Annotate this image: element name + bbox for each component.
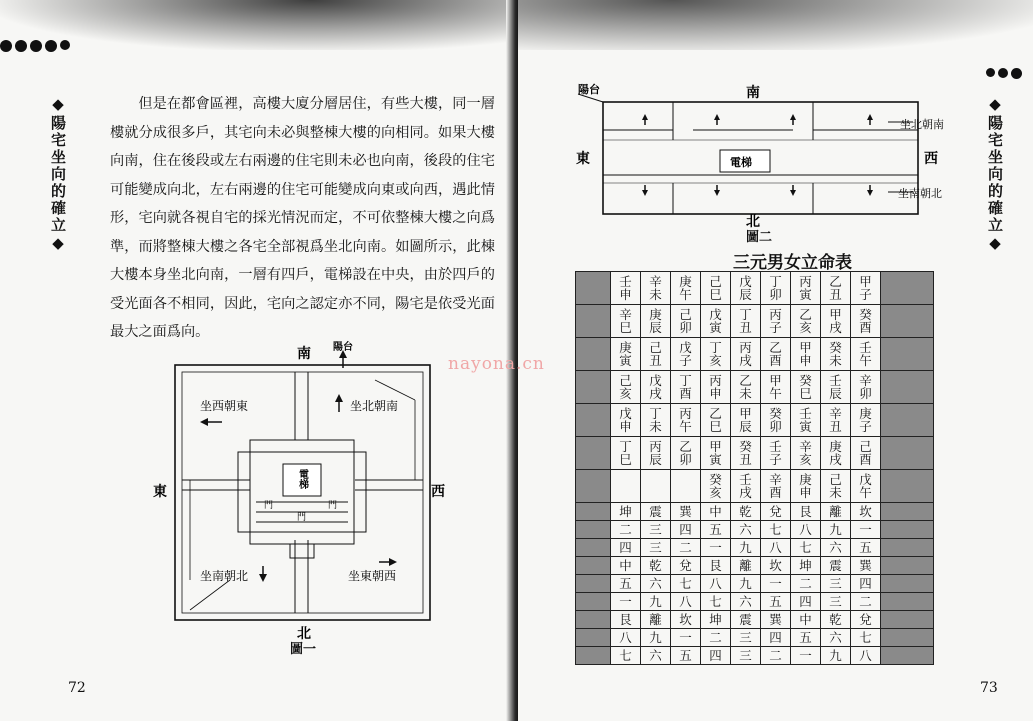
- fig2-balcony: 陽台: [578, 83, 600, 96]
- gua-cell: 艮: [701, 557, 731, 575]
- shaded-cell: [881, 470, 934, 503]
- gua-cell: 坎: [851, 503, 881, 521]
- fig1-west: 西: [431, 484, 445, 500]
- stem-cell: 壬 子: [761, 437, 791, 470]
- page-number-left: 72: [68, 680, 86, 696]
- stem-cell: 壬 申: [611, 272, 641, 305]
- fig1-east: 東: [153, 484, 167, 500]
- shaded-cell: [881, 557, 934, 575]
- stem-cell: 乙 亥: [791, 305, 821, 338]
- gua-cell: 震: [821, 557, 851, 575]
- stem-cell: 甲 申: [791, 338, 821, 371]
- shaded-cell: [576, 539, 611, 557]
- gua-cell: 五: [701, 521, 731, 539]
- gua-cell: 六: [731, 521, 761, 539]
- gua-cell: 兌: [851, 611, 881, 629]
- gua-cell: 八: [701, 575, 731, 593]
- gua-cell: 八: [851, 647, 881, 665]
- shaded-cell: [881, 503, 934, 521]
- gua-cell: 五: [851, 539, 881, 557]
- stem-cell: 庚 寅: [611, 338, 641, 371]
- gua-cell: 離: [731, 557, 761, 575]
- stem-cell: 乙 卯: [671, 437, 701, 470]
- gua-cell: 坎: [671, 611, 701, 629]
- gua-cell: 中: [611, 557, 641, 575]
- stem-cell: 乙 酉: [761, 338, 791, 371]
- stem-cell: 丙 寅: [791, 272, 821, 305]
- stem-cell: 丙 午: [671, 404, 701, 437]
- stem-cell: 庚 戌: [821, 437, 851, 470]
- body-paragraph: 但是在都會區裡，高樓大廈分層居住，有些大樓，同一層樓就分成很多戶，其宅向未必與整棟大樓的向相同。如果大樓向南，住在後段或左右兩邊的住宅則未必也向南，後段的住宅可能變成向北，左右兩邊的住宅可能變成向東或向西，遇此情形，宅向就各視自宅的採光情況而定，不可依整棟大樓之向爲準，而將整棟大樓之各宅全部視爲坐北向南。如圖所示，此棟大樓本身坐北向南，一層有四戶，電梯設在中央，由於四戶的受光面各不相同，因此，宅向之認定亦不同，陽宅是依受光面最大之面爲向。: [110, 96, 495, 340]
- shaded-cell: [881, 575, 934, 593]
- gua-cell: 二: [761, 647, 791, 665]
- shaded-cell: [881, 539, 934, 557]
- shaded-cell: [576, 593, 611, 611]
- gua-cell: 巽: [761, 611, 791, 629]
- shaded-cell: [576, 272, 611, 305]
- table-row: [576, 470, 934, 503]
- table-row: [576, 611, 934, 629]
- stem-cell: [611, 470, 641, 503]
- table-row: [576, 539, 934, 557]
- fig2-north: 北: [746, 214, 760, 230]
- gua-cell: 六: [641, 575, 671, 593]
- fig1-sit-west-face-east: 坐西朝東: [200, 399, 249, 413]
- gua-cell: 乾: [821, 611, 851, 629]
- stem-cell: 己 未: [821, 470, 851, 503]
- gua-cell: 四: [851, 575, 881, 593]
- scan-noise-top-right: [518, 0, 1033, 50]
- stem-cell: 庚 子: [851, 404, 881, 437]
- shaded-cell: [576, 575, 611, 593]
- stem-cell: 辛 丑: [821, 404, 851, 437]
- stem-cell: 乙 巳: [701, 404, 731, 437]
- fig1-balcony: 陽台: [333, 342, 353, 353]
- shaded-cell: [881, 593, 934, 611]
- gua-cell: 七: [671, 575, 701, 593]
- shaded-cell: [576, 470, 611, 503]
- stem-cell: 甲 戌: [821, 305, 851, 338]
- right-page: [518, 0, 1033, 721]
- shaded-cell: [576, 557, 611, 575]
- gua-cell: 七: [851, 629, 881, 647]
- table-row: [576, 371, 934, 404]
- fig1-sit-east-face-west: 坐東朝西: [348, 569, 397, 583]
- fig1-sit-south-face-north: 坐南朝北: [200, 569, 249, 583]
- stem-cell: 乙 未: [731, 371, 761, 404]
- stem-cell: 壬 寅: [791, 404, 821, 437]
- gua-cell: 八: [611, 629, 641, 647]
- gua-cell: 四: [611, 539, 641, 557]
- scan-noise-top-left: [0, 0, 518, 50]
- shaded-cell: [881, 272, 934, 305]
- gua-cell: 艮: [611, 611, 641, 629]
- gua-cell: 兌: [761, 503, 791, 521]
- shaded-cell: [576, 521, 611, 539]
- fig2-south: 南: [746, 85, 760, 101]
- gua-cell: 六: [641, 647, 671, 665]
- stem-cell: 丙 戌: [731, 338, 761, 371]
- side-title-left: ◆陽宅坐向的確立◆: [49, 95, 67, 254]
- table-row: [576, 521, 934, 539]
- stem-cell: 辛 卯: [851, 371, 881, 404]
- gua-cell: 六: [821, 539, 851, 557]
- stem-cell: 甲 寅: [701, 437, 731, 470]
- shaded-cell: [881, 305, 934, 338]
- gua-cell: 一: [671, 629, 701, 647]
- gua-cell: 二: [701, 629, 731, 647]
- stem-cell: 丁 卯: [761, 272, 791, 305]
- gua-cell: 九: [641, 629, 671, 647]
- shaded-cell: [881, 404, 934, 437]
- stem-cell: 己 酉: [851, 437, 881, 470]
- figure-1-floorplan: [150, 340, 450, 640]
- gua-cell: 八: [791, 521, 821, 539]
- gua-cell: 四: [761, 629, 791, 647]
- gua-cell: 震: [641, 503, 671, 521]
- fig1-south: 南: [297, 346, 311, 362]
- gua-cell: 七: [791, 539, 821, 557]
- gua-cell: 九: [821, 521, 851, 539]
- shaded-cell: [576, 437, 611, 470]
- shaded-cell: [576, 647, 611, 665]
- shaded-cell: [881, 338, 934, 371]
- gua-cell: 一: [851, 521, 881, 539]
- gua-cell: 五: [791, 629, 821, 647]
- gua-cell: 艮: [791, 503, 821, 521]
- stem-cell: [641, 470, 671, 503]
- bead-ornament-right: [986, 68, 1022, 79]
- gua-cell: 坤: [791, 557, 821, 575]
- fig2-east: 東: [576, 151, 590, 167]
- stem-cell: 癸 未: [821, 338, 851, 371]
- fig1-north: 北: [297, 626, 311, 640]
- gua-cell: 九: [821, 647, 851, 665]
- stem-cell: 癸 亥: [701, 470, 731, 503]
- stem-cell: 丙 申: [701, 371, 731, 404]
- stem-cell: 丁 未: [641, 404, 671, 437]
- fig2-sit-north-face-south: 坐北朝南: [900, 118, 944, 131]
- gua-cell: 中: [701, 503, 731, 521]
- figure-2-caption: 圖二: [746, 230, 773, 245]
- shaded-cell: [881, 371, 934, 404]
- gua-cell: 兌: [671, 557, 701, 575]
- stem-cell: 丁 巳: [611, 437, 641, 470]
- gua-cell: 三: [821, 593, 851, 611]
- watermark: nayona.cn: [448, 354, 545, 374]
- gua-cell: 六: [821, 629, 851, 647]
- fig1-sit-north-face-south: 坐北朝南: [350, 399, 399, 413]
- stem-cell: 癸 丑: [731, 437, 761, 470]
- gua-cell: 乾: [641, 557, 671, 575]
- gua-cell: 離: [821, 503, 851, 521]
- stem-cell: 壬 辰: [821, 371, 851, 404]
- gua-cell: 坎: [761, 557, 791, 575]
- gua-cell: 八: [671, 593, 701, 611]
- table-row: [576, 338, 934, 371]
- gua-cell: 一: [761, 575, 791, 593]
- stem-cell: 甲 子: [851, 272, 881, 305]
- stem-cell: 丙 辰: [641, 437, 671, 470]
- gua-cell: 巽: [851, 557, 881, 575]
- stem-cell: 戊 申: [611, 404, 641, 437]
- stem-cell: [671, 470, 701, 503]
- stem-cell: 戊 子: [671, 338, 701, 371]
- fig2-sit-south-face-north: 坐南朝北: [898, 187, 942, 200]
- gua-cell: 二: [671, 539, 701, 557]
- stem-cell: 己 丑: [641, 338, 671, 371]
- fig2-west: 西: [924, 151, 938, 167]
- sanyuan-destiny-table: [575, 271, 934, 665]
- shaded-cell: [881, 647, 934, 665]
- stem-cell: 辛 亥: [791, 437, 821, 470]
- gua-cell: 七: [761, 521, 791, 539]
- table-row: [576, 575, 934, 593]
- stem-cell: 丁 酉: [671, 371, 701, 404]
- gua-cell: 七: [611, 647, 641, 665]
- table-row: [576, 305, 934, 338]
- stem-cell: 庚 午: [671, 272, 701, 305]
- table-row: [576, 647, 934, 665]
- stem-cell: 戊 辰: [731, 272, 761, 305]
- stem-cell: 戊 午: [851, 470, 881, 503]
- stem-cell: 己 巳: [701, 272, 731, 305]
- gua-cell: 四: [701, 647, 731, 665]
- stem-cell: 戊 戌: [641, 371, 671, 404]
- shaded-cell: [576, 629, 611, 647]
- shaded-cell: [576, 305, 611, 338]
- stem-cell: 丙 子: [761, 305, 791, 338]
- stem-cell: 丁 亥: [701, 338, 731, 371]
- gua-cell: 坤: [701, 611, 731, 629]
- table-row: [576, 404, 934, 437]
- stem-cell: 乙 丑: [821, 272, 851, 305]
- gua-cell: 巽: [671, 503, 701, 521]
- fig1-door-1: 門: [264, 501, 274, 511]
- table-row: [576, 437, 934, 470]
- shaded-cell: [881, 629, 934, 647]
- stem-cell: 壬 戌: [731, 470, 761, 503]
- stem-cell: 壬 午: [851, 338, 881, 371]
- shaded-cell: [576, 371, 611, 404]
- gua-cell: 四: [791, 593, 821, 611]
- gua-cell: 五: [611, 575, 641, 593]
- stem-cell: 丁 丑: [731, 305, 761, 338]
- stem-cell: 癸 酉: [851, 305, 881, 338]
- stem-cell: 癸 巳: [791, 371, 821, 404]
- shaded-cell: [576, 338, 611, 371]
- table-row: [576, 272, 934, 305]
- gua-cell: 一: [791, 647, 821, 665]
- gua-cell: 二: [611, 521, 641, 539]
- gua-cell: 一: [701, 539, 731, 557]
- gua-cell: 離: [641, 611, 671, 629]
- stem-cell: 癸 卯: [761, 404, 791, 437]
- gua-cell: 一: [611, 593, 641, 611]
- stem-cell: 庚 辰: [641, 305, 671, 338]
- gua-cell: 五: [671, 647, 701, 665]
- stem-cell: 戊 寅: [701, 305, 731, 338]
- shaded-cell: [576, 611, 611, 629]
- gua-cell: 三: [641, 521, 671, 539]
- table-row: [576, 503, 934, 521]
- stem-cell: 辛 巳: [611, 305, 641, 338]
- gua-cell: 九: [731, 575, 761, 593]
- shaded-cell: [881, 437, 934, 470]
- table-row: [576, 593, 934, 611]
- gua-cell: 三: [641, 539, 671, 557]
- gua-cell: 坤: [611, 503, 641, 521]
- fig1-door-2: 門: [328, 501, 338, 511]
- gua-cell: 七: [701, 593, 731, 611]
- stem-cell: 己 卯: [671, 305, 701, 338]
- gua-cell: 八: [761, 539, 791, 557]
- shaded-cell: [881, 521, 934, 539]
- stem-cell: 辛 酉: [761, 470, 791, 503]
- page-number-right: 73: [980, 680, 998, 696]
- gua-cell: 二: [851, 593, 881, 611]
- stem-cell: 己 亥: [611, 371, 641, 404]
- shaded-cell: [576, 503, 611, 521]
- stem-cell: 庚 申: [791, 470, 821, 503]
- stem-cell: 甲 辰: [731, 404, 761, 437]
- gua-cell: 震: [731, 611, 761, 629]
- shaded-cell: [576, 404, 611, 437]
- gua-cell: 四: [671, 521, 701, 539]
- gua-cell: 三: [731, 647, 761, 665]
- gua-cell: 三: [731, 629, 761, 647]
- gua-cell: 六: [731, 593, 761, 611]
- gua-cell: 三: [821, 575, 851, 593]
- stem-cell: 辛 未: [641, 272, 671, 305]
- table-title: 三元男女立命表: [733, 253, 852, 273]
- gua-cell: 乾: [731, 503, 761, 521]
- fig1-door-3: 門: [297, 513, 307, 523]
- stem-cell: 甲 午: [761, 371, 791, 404]
- fig2-elevator: 電梯: [730, 156, 752, 169]
- side-title-right: ◆陽宅坐向的確立◆: [986, 95, 1004, 254]
- gua-cell: 二: [791, 575, 821, 593]
- gua-cell: 九: [731, 539, 761, 557]
- gua-cell: 五: [761, 593, 791, 611]
- table-row: [576, 557, 934, 575]
- fig1-elevator: 電梯: [296, 469, 308, 489]
- bead-ornament-left: [0, 40, 70, 52]
- gua-cell: 中: [791, 611, 821, 629]
- figure-2-floorplan: [558, 80, 958, 230]
- gua-cell: 九: [641, 593, 671, 611]
- shaded-cell: [881, 611, 934, 629]
- table-row: [576, 629, 934, 647]
- figure-1-caption: 圖一: [290, 642, 317, 657]
